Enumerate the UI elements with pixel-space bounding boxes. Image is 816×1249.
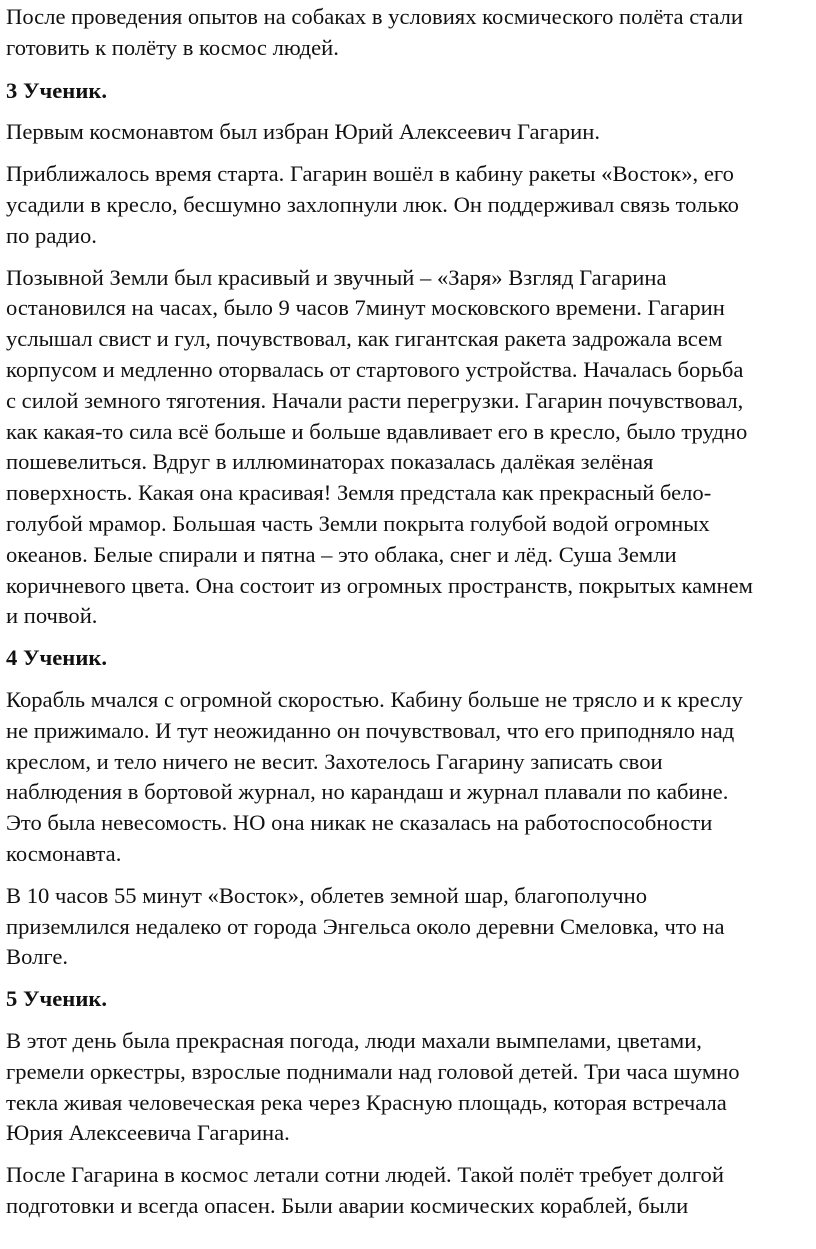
text-line: После проведения опытов на собаках в условиях космического полёта стали [6, 4, 743, 29]
text-line: готовить к полёту в космос людей. [6, 34, 339, 60]
paragraph-weightlessness [6, 685, 812, 870]
text-line: После Гагарина в космос летали сотни людей. Такой полёт требует долгой [6, 1162, 724, 1188]
heading-text: 5 Ученик. [6, 986, 107, 1012]
text-line: креслом, и тело ничего не весит. Захотелось Гагарину записать свои [6, 748, 663, 774]
document-page [0, 2, 816, 1249]
text-line: и почвой. [6, 603, 98, 629]
text-line: В этот день была прекрасная погода, люди махали вымпелами, цветами, [6, 1027, 702, 1053]
text-line: по радио. [6, 222, 97, 248]
paragraph-liftoff [6, 263, 812, 633]
heading-student-5 [6, 984, 812, 1015]
text-line: как какая-то сила всё больше и больше вдавливает его в кресло, было трудно [6, 418, 748, 444]
text-line: услышал свист и гул, почувствовал, как гигантская ракета задрожала всем [6, 326, 723, 352]
heading-student-3 [6, 76, 812, 107]
text-line: корпусом и медленно оторвалась от стартового устройства. Началась борьба [6, 356, 744, 382]
text-line: Корабль мчался с огромной скоростью. Кабину больше не трясло и к креслу [6, 686, 743, 712]
text-line: В 10 часов 55 минут «Восток», облетев земной шар, благополучно [6, 882, 648, 908]
text-line: остановился на часах, было 9 часов 7минут московского времени. Гагарин [6, 295, 725, 321]
paragraph-after-gagarin [6, 1160, 812, 1222]
heading-text: 4 Ученик. [6, 645, 107, 671]
paragraph-landing [6, 881, 812, 973]
heading-student-4 [6, 643, 812, 674]
text-line: Приближалось время старта. Гагарин вошёл в кабину ракеты «Восток», его [6, 161, 734, 187]
text-line: поверхность. Какая она красивая! Земля предстала как прекрасный бело- [6, 480, 712, 506]
text-line: Первым космонавтом был избран Юрий Алексеевич Гагарин. [6, 119, 601, 145]
text-line: гремели оркестры, взрослые поднимали над головой детей. Три часа шумно [6, 1058, 740, 1084]
heading-text: 3 Ученик. [6, 77, 107, 103]
paragraph-celebration [6, 1026, 812, 1149]
text-line: Волге. [6, 944, 68, 970]
text-line: с силой земного тяготения. Начали расти перегрузки. Гагарин почувствовал, [6, 387, 744, 413]
text-line: не прижимало. И тут неожиданно он почувствовал, что его приподняло над [6, 717, 735, 743]
paragraph-launch-prep [6, 159, 812, 251]
paragraph-intro [6, 2, 812, 64]
text-line: Юрия Алексеевича Гагарина. [6, 1120, 290, 1146]
text-line: коричневого цвета. Она состоит из огромных пространств, покрытых камнем [6, 572, 753, 598]
text-line: Это была невесомость. НО она никак не сказалась на работоспособности [6, 810, 713, 836]
text-line: наблюдения в бортовой журнал, но карандаш и журнал плавали по кабине. [6, 779, 729, 805]
text-line: Позывной Земли был красивый и звучный – «Заря» Взгляд Гагарина [6, 264, 667, 290]
text-line: океанов. Белые спирали и пятна – это облака, снег и лёд. Суша Земли [6, 541, 677, 567]
text-line: космонавта. [6, 840, 122, 866]
text-line: усадили в кресло, бесшумно захлопнули люк. Он поддерживал связь только [6, 191, 739, 217]
text-line: текла живая человеческая река через Красную площадь, которая встречала [6, 1089, 727, 1115]
text-line: приземлился недалеко от города Энгельса около деревни Смеловка, что на [6, 913, 725, 939]
text-line: голубой мрамор. Большая часть Земли покрыта голубой водой огромных [6, 510, 710, 536]
text-line: пошевелиться. Вдруг в иллюминаторах показалась далёкая зелёная [6, 449, 654, 475]
paragraph-first-cosmonaut [6, 117, 812, 148]
text-line: подготовки и всегда опасен. Были аварии космических кораблей, были [6, 1192, 689, 1218]
